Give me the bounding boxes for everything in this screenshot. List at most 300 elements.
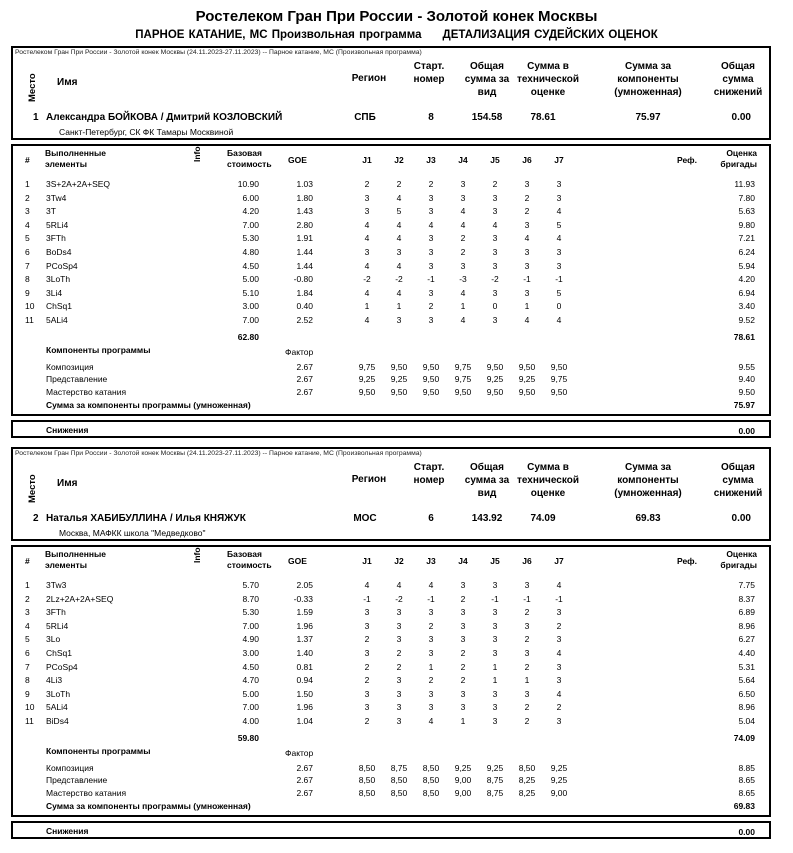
skater-club: Санкт-Петербург, СК ФК Тамары Москвиной [59, 127, 234, 137]
judge-goe: 3 [428, 702, 434, 713]
name-header: Имя [57, 77, 78, 88]
element-panel-score: 6.89 [738, 607, 755, 618]
judge-goe: 3 [524, 260, 530, 271]
judge-goe: 3 [364, 702, 370, 713]
num-header: # [25, 155, 30, 165]
element-number: 3 [25, 206, 30, 217]
judge-goe: 3 [396, 716, 402, 726]
ref-header: Реф. [677, 556, 697, 566]
judge-component-score: 9,50 [390, 361, 408, 372]
component-name: Мастерство катания [46, 788, 127, 799]
judge-goe: 3 [524, 688, 530, 699]
skater-tes: 74.09 [530, 513, 556, 524]
element-goe: 1.59 [296, 607, 313, 618]
region-header: Регион [351, 73, 387, 84]
judge-goe: 3 [396, 315, 402, 325]
components-header: Компоненты программы [46, 745, 151, 756]
element-number: 11 [25, 716, 34, 726]
judge-goe: 2 [396, 179, 402, 189]
judge-goe: 2 [524, 206, 530, 217]
judge-goe: -1 [523, 593, 531, 604]
judge-component-score: 9,50 [422, 361, 440, 372]
element-number: 3 [25, 607, 30, 618]
deductions-row [11, 420, 771, 438]
judge-goe: 3 [396, 620, 402, 631]
element-number: 2 [25, 192, 30, 203]
judge-goe: 4 [428, 219, 434, 230]
judge-goe: 2 [492, 179, 498, 189]
component-score: 8.65 [738, 775, 755, 786]
component-name: Представление [46, 374, 108, 385]
judge-goe: 4 [556, 688, 562, 699]
elements-header: Выполненные элементы [45, 148, 107, 169]
judge-goe: 3 [396, 688, 402, 699]
judge-goe: 5 [556, 219, 562, 230]
judge-component-score: 8,50 [358, 788, 376, 799]
component-factor: 2.67 [296, 788, 313, 799]
judge-goe: -2 [491, 274, 499, 285]
judge-goe: 0 [556, 301, 562, 312]
pcs-total: 75.97 [733, 400, 755, 410]
judge-goe: 4 [396, 580, 402, 590]
judge-goe: 4 [556, 648, 562, 658]
judge-goe: 4 [460, 315, 466, 325]
element-goe: 1.80 [296, 192, 313, 203]
judge-goe: 3 [364, 688, 370, 699]
element-goe: 0.94 [296, 675, 313, 686]
judge-header: J6 [522, 556, 532, 566]
element-goe: 1.43 [296, 206, 313, 217]
element-number: 1 [25, 580, 30, 590]
judge-component-score: 9,50 [518, 361, 536, 372]
element-code: 5RLi4 [46, 219, 69, 230]
tes-total: 78.61 [733, 331, 755, 342]
judge-component-score: 9,25 [550, 762, 568, 773]
panel-score-header: Оценка бригады [720, 549, 757, 570]
judge-goe: 3 [460, 192, 466, 203]
element-goe: 1.50 [296, 688, 313, 699]
element-goe: 1.40 [296, 648, 313, 658]
judge-goe: 3 [492, 688, 498, 699]
element-panel-score: 7.21 [738, 233, 755, 244]
elements-table [11, 545, 771, 817]
pcs-total: 69.83 [733, 801, 755, 811]
element-number: 8 [25, 675, 30, 686]
component-score: 8.65 [738, 788, 755, 799]
judge-goe: 1 [524, 301, 530, 312]
judge-goe: 1 [428, 661, 434, 672]
element-code: 3LoTh [46, 688, 71, 699]
judge-goe: -2 [363, 274, 371, 285]
judge-goe: 3 [556, 179, 562, 189]
base-value-total: 59.80 [237, 732, 259, 743]
element-code: PCoSp4 [46, 260, 78, 271]
pcs-header: Сумма за компоненты (умноженная) [614, 61, 682, 98]
judge-component-score: 9,75 [358, 361, 376, 372]
page-subtitle [0, 29, 793, 41]
place-header: Место [27, 73, 38, 102]
element-panel-score: 3.40 [738, 301, 755, 312]
element-code: ChSq1 [46, 648, 72, 658]
judge-goe: 2 [524, 192, 530, 203]
element-number: 4 [25, 620, 30, 631]
element-code: BoDs4 [46, 247, 72, 257]
judge-component-score: 9,25 [518, 374, 536, 385]
element-panel-score: 9.52 [738, 315, 755, 325]
skater-start-number: 6 [428, 513, 434, 524]
judge-goe: 2 [524, 607, 530, 618]
component-factor: 2.67 [296, 361, 313, 372]
judge-header: J6 [522, 155, 532, 165]
total-score-header: Общая сумма за вид [464, 61, 510, 98]
judge-goe: 3 [492, 648, 498, 658]
element-number: 10 [25, 301, 35, 312]
judge-goe: 3 [460, 260, 466, 271]
skater-deductions: 0.00 [731, 112, 751, 123]
component-score: 9.55 [738, 361, 755, 372]
judge-header: J5 [490, 155, 500, 165]
judge-goe: 3 [428, 315, 434, 325]
judge-goe: 4 [364, 219, 370, 230]
skater-name: Александра БОЙКОВА / Дмитрий КОЗЛОВСКИЙ [46, 112, 283, 123]
judge-goe: 3 [492, 233, 498, 244]
judge-goe: 4 [396, 192, 402, 203]
judge-goe: 5 [556, 287, 562, 298]
element-base-value: 5.00 [242, 274, 259, 285]
element-code: 4Li3 [46, 675, 63, 686]
judge-goe: 3 [556, 634, 562, 645]
judge-component-score: 9,50 [486, 387, 504, 398]
element-panel-score: 9.80 [738, 219, 755, 230]
judge-goe: 2 [396, 648, 402, 658]
judge-goe: -1 [523, 274, 531, 285]
judge-goe: 3 [460, 620, 466, 631]
judge-component-score: 9,50 [390, 387, 408, 398]
judge-goe: 2 [428, 620, 434, 631]
judge-component-score: 8,50 [390, 788, 408, 799]
element-number: 8 [25, 274, 30, 285]
element-code: 5ALi4 [46, 315, 68, 325]
pcs-sum-label: Сумма за компоненты программы (умноженная) [46, 801, 251, 811]
element-base-value: 4.00 [242, 716, 259, 726]
judge-component-score: 8,25 [518, 788, 536, 799]
skater-header [11, 46, 771, 140]
judge-goe: 3 [460, 634, 466, 645]
judge-goe: 4 [556, 315, 562, 325]
judge-goe: 3 [556, 260, 562, 271]
judge-goe: 1 [396, 301, 402, 312]
judge-goe: -1 [555, 274, 563, 285]
element-number: 9 [25, 688, 30, 699]
judge-goe: -2 [395, 593, 403, 604]
judge-component-score: 8,50 [422, 775, 440, 786]
element-code: 5ALi4 [46, 702, 68, 713]
element-goe: 1.37 [296, 634, 313, 645]
judge-goe: -1 [363, 593, 371, 604]
judge-goe: -1 [491, 593, 499, 604]
element-panel-score: 7.75 [738, 580, 755, 590]
element-number: 5 [25, 634, 30, 645]
element-base-value: 4.70 [242, 675, 259, 686]
element-base-value: 4.80 [242, 247, 259, 257]
judge-goe: 2 [460, 648, 466, 658]
element-goe: 0.40 [296, 301, 313, 312]
judge-goe: -1 [555, 593, 563, 604]
element-base-value: 8.70 [242, 593, 259, 604]
judge-goe: 3 [364, 206, 370, 217]
element-panel-score: 5.04 [738, 716, 755, 726]
element-base-value: 4.90 [242, 634, 259, 645]
tes-header: Сумма в технической оценке [516, 462, 579, 499]
judge-component-score: 8,75 [486, 775, 504, 786]
judge-goe: 2 [364, 675, 370, 686]
judge-goe: 3 [556, 716, 562, 726]
element-base-value: 5.30 [242, 607, 259, 618]
judge-header: J1 [362, 556, 372, 566]
judge-goe: -1 [427, 593, 435, 604]
skater-pcs: 75.97 [635, 112, 661, 123]
judge-goe: 3 [428, 260, 434, 271]
judge-component-score: 9,25 [358, 374, 376, 385]
factor-header: Фактор [285, 346, 314, 357]
element-code: 3Li4 [46, 287, 63, 298]
judge-goe: 3 [492, 260, 498, 271]
element-number: 11 [25, 315, 34, 325]
pcs-header: Сумма за компоненты (умноженная) [614, 462, 682, 499]
element-goe: 1.96 [296, 702, 313, 713]
judge-goe: 3 [428, 634, 434, 645]
element-panel-score: 7.80 [738, 192, 755, 203]
judge-goe: 2 [364, 634, 370, 645]
judge-goe: 2 [524, 716, 530, 726]
info-header: Info [192, 146, 202, 162]
element-base-value: 4.50 [242, 661, 259, 672]
judge-goe: 4 [396, 287, 402, 298]
judge-component-score: 8,75 [390, 762, 408, 773]
place-header: Место [27, 474, 38, 503]
judge-component-score: 8,50 [518, 762, 536, 773]
judge-goe: 1 [364, 301, 370, 312]
goe-header: GOE [288, 556, 307, 566]
element-goe: 1.04 [296, 716, 313, 726]
judge-goe: 2 [460, 233, 466, 244]
element-number: 9 [25, 287, 30, 298]
judge-goe: 4 [428, 716, 434, 726]
components-header: Компоненты программы [46, 344, 151, 355]
segment-title: ПАРНОЕ КАТАНИЕ, МС Произвольная программа [135, 29, 422, 41]
elements-table [11, 144, 771, 416]
judge-goe: 1 [492, 675, 498, 686]
judge-goe: 2 [428, 179, 434, 189]
judge-goe: 1 [460, 716, 466, 726]
judge-goe: 3 [396, 675, 402, 686]
judge-component-score: 9,50 [454, 387, 472, 398]
element-code: 3S+2A+2A+SEQ [46, 179, 111, 189]
element-panel-score: 8.37 [738, 593, 755, 604]
judge-component-score: 9,00 [454, 788, 472, 799]
judge-goe: 3 [428, 247, 434, 257]
element-base-value: 5.00 [242, 688, 259, 699]
judge-goe: 3 [556, 192, 562, 203]
judge-header: J3 [426, 556, 436, 566]
component-score: 8.85 [738, 762, 755, 773]
region-header: Регион [351, 474, 387, 485]
judge-goe: 3 [460, 688, 466, 699]
element-base-value: 3.00 [242, 648, 259, 658]
judge-goe: 3 [524, 620, 530, 631]
element-base-value: 4.20 [242, 206, 259, 217]
judge-goe: 3 [556, 661, 562, 672]
element-code: 3LoTh [46, 274, 71, 285]
judge-header: J5 [490, 556, 500, 566]
judge-goe: 3 [364, 620, 370, 631]
judge-goe: 3 [492, 247, 498, 257]
judge-goe: 4 [396, 233, 402, 244]
element-base-value: 3.00 [242, 301, 259, 312]
judge-goe: 3 [460, 179, 466, 189]
judge-goe: 2 [460, 247, 466, 257]
judge-component-score: 8,50 [358, 762, 376, 773]
base-value-header: Базовая стоимость [227, 549, 272, 570]
judge-goe: 3 [364, 192, 370, 203]
element-number: 7 [25, 260, 30, 271]
base-value-header: Базовая стоимость [227, 148, 272, 169]
judge-goe: 4 [364, 233, 370, 244]
element-panel-score: 5.64 [738, 675, 755, 686]
element-base-value: 7.00 [242, 620, 259, 631]
judge-goe: 4 [492, 219, 498, 230]
skater-name: Наталья ХАБИБУЛЛИНА / Илья КНЯЖУК [46, 513, 246, 524]
element-panel-score: 11.93 [734, 179, 755, 189]
element-code: 5RLi4 [46, 620, 69, 631]
judge-goe: 3 [364, 247, 370, 257]
judge-goe: 3 [524, 580, 530, 590]
element-panel-score: 4.40 [738, 648, 755, 658]
judge-goe: 4 [396, 219, 402, 230]
component-name: Композиция [46, 762, 94, 773]
skater-rank: 1 [33, 112, 39, 123]
component-factor: 2.67 [296, 374, 313, 385]
judge-goe: 2 [556, 620, 562, 631]
judge-goe: 3 [556, 607, 562, 618]
judge-component-score: 9,25 [486, 374, 504, 385]
judge-goe: 3 [396, 702, 402, 713]
judge-goe: 2 [460, 675, 466, 686]
judge-goe: 2 [364, 661, 370, 672]
element-number: 2 [25, 593, 30, 604]
judge-goe: 4 [556, 233, 562, 244]
element-number: 6 [25, 247, 30, 257]
judge-header: J7 [554, 556, 564, 566]
element-goe: 1.84 [296, 287, 313, 298]
skater-region: СПБ [354, 112, 376, 123]
element-base-value: 5.30 [242, 233, 259, 244]
judge-component-score: 9,50 [486, 361, 504, 372]
judge-goe: 3 [492, 620, 498, 631]
judge-component-score: 9,00 [550, 788, 568, 799]
element-goe: 1.44 [296, 247, 313, 257]
element-base-value: 6.00 [242, 192, 259, 203]
element-base-value: 7.00 [242, 219, 259, 230]
skater-total: 154.58 [471, 112, 503, 123]
deductions-header: Общая сумма снижений [713, 61, 763, 98]
element-code: 3FTh [46, 607, 66, 618]
judge-goe: 3 [492, 315, 498, 325]
element-goe: 2.80 [296, 219, 313, 230]
deductions-header: Общая сумма снижений [713, 462, 763, 499]
element-goe: 0.81 [296, 661, 313, 672]
judge-goe: 3 [428, 192, 434, 203]
skater-header [11, 447, 771, 541]
panel-score-header: Оценка бригады [720, 148, 757, 169]
judge-goe: 3 [428, 688, 434, 699]
judge-goe: 4 [396, 260, 402, 271]
judge-goe: 4 [556, 206, 562, 217]
judge-goe: 3 [492, 287, 498, 298]
judge-goe: 1 [492, 661, 498, 672]
judge-goe: 2 [460, 593, 466, 604]
judge-goe: 3 [428, 233, 434, 244]
tes-header: Сумма в технической оценке [516, 61, 579, 98]
judge-goe: 3 [396, 634, 402, 645]
judge-header: J2 [394, 155, 404, 165]
total-score-header: Общая сумма за вид [464, 462, 510, 499]
element-code: 3FTh [46, 233, 66, 244]
factor-header: Фактор [285, 747, 314, 758]
element-number: 4 [25, 219, 30, 230]
event-header-line: Ростелеком Гран При России - Золотой конек Москвы (24.11.2023-27.11.2023) -- Парное катание, МС (Произвольная программа) [15, 49, 422, 56]
judge-goe: 1 [524, 675, 530, 686]
judge-component-score: 9,75 [454, 374, 472, 385]
judge-component-score: 9,25 [486, 762, 504, 773]
judge-goe: 3 [556, 675, 562, 686]
judge-goe: 3 [428, 648, 434, 658]
judge-component-score: 9,25 [550, 775, 568, 786]
judge-goe: 3 [492, 702, 498, 713]
judge-goe: 5 [396, 206, 402, 217]
component-score: 9.50 [738, 387, 755, 398]
judge-goe: 3 [460, 607, 466, 618]
judge-goe: 1 [460, 301, 466, 312]
component-name: Мастерство катания [46, 387, 127, 398]
judge-goe: 3 [524, 287, 530, 298]
element-panel-score: 6.24 [738, 247, 755, 257]
element-panel-score: 8.96 [738, 620, 755, 631]
judge-goe: 3 [492, 716, 498, 726]
judge-header: J2 [394, 556, 404, 566]
judge-goe: 3 [460, 702, 466, 713]
judge-goe: 2 [524, 634, 530, 645]
judge-header: J4 [458, 155, 468, 165]
judge-goe: 4 [460, 206, 466, 217]
component-name: Представление [46, 775, 108, 786]
judge-goe: 2 [396, 661, 402, 672]
judge-goe: 2 [428, 301, 434, 312]
component-factor: 2.67 [296, 387, 313, 398]
judge-goe: 4 [556, 580, 562, 590]
judge-goe: 3 [492, 607, 498, 618]
page-title: Ростелеком Гран При России - Золотой конек Москвы [195, 8, 598, 25]
tes-total: 74.09 [733, 732, 755, 743]
judge-goe: 3 [524, 648, 530, 658]
judge-component-score: 8,50 [358, 775, 376, 786]
report-type: ДЕТАЛИЗАЦИЯ СУДЕЙСКИХ ОЦЕНОК [442, 29, 658, 41]
element-code: ChSq1 [46, 301, 72, 312]
element-goe: 2.05 [296, 580, 313, 590]
element-code: 2Lz+2A+2A+SEQ [46, 593, 114, 604]
element-base-value: 4.50 [242, 260, 259, 271]
element-panel-score: 4.20 [738, 274, 755, 285]
